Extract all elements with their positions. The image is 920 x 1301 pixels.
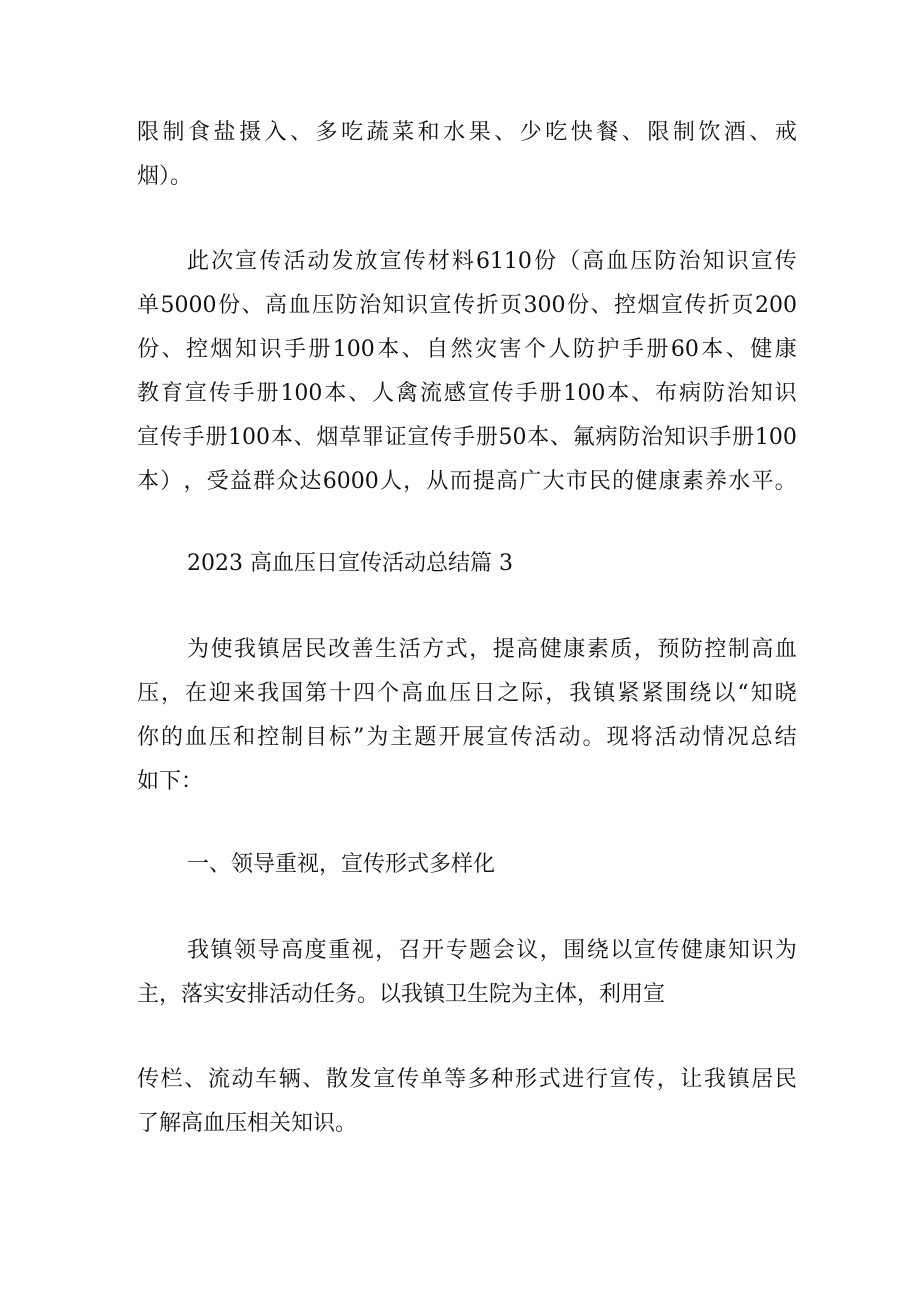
text-line: 份 、 控 烟 知 识 手 册 100 本 、 自 然 灾 害 个 人 防 护 手 册 60 本 、 健 康 xyxy=(137,337,797,362)
subsection-title: 一、领导重视，宣传形式多样化 xyxy=(187,852,496,877)
paragraph-leadership xyxy=(137,929,797,1017)
text-line: 单 5000 份 、 高 血 压 防 治 知 识 宣 传 折 页 300 份 、 控 烟 宣 传 折 页 200 xyxy=(137,293,797,318)
text-line: 传 栏 、 流 动 车 辆 、 散 发 宣 传 单 等 多 种 形 式 进 行 宣 传 ， 让 我 镇 居 民 xyxy=(137,1067,797,1092)
paragraph-diet-advice xyxy=(137,111,797,199)
text-line: 压 ， 在 迎 来 我 国 第 十 四 个 高 血 压 日 之 际 ， 我 镇 紧 紧 围 绕 以 “ 知 晓 xyxy=(137,681,797,706)
text-line: 本 ） ， 受 益 群 众 达 6000 人 ， 从 而 提 高 广 大 市 民 的 健 康 素 养 水 平 。 xyxy=(137,469,797,494)
text-line: 了解高血压相关知识。 xyxy=(137,1111,358,1136)
section-title: 2023 高血压日宣传活动总结篇 3 xyxy=(187,551,513,576)
section-heading xyxy=(137,542,797,586)
paragraph-materials-distributed xyxy=(137,240,797,504)
text-line: 如下： xyxy=(137,769,204,794)
text-line: 宣 传 手 册 100 本 、 烟 草 罪 证 宣 传 手 册 50 本 、 氟 病 防 治 知 识 手 册 100 xyxy=(137,425,797,450)
subsection-heading xyxy=(137,843,797,887)
text-line: 教 育 宣 传 手 册 100 本 、 人 禽 流 感 宣 传 手 册 100 本 、 布 病 防 治 知 识 xyxy=(137,381,797,406)
text-line: 为 使 我 镇 居 民 改 善 生 活 方 式 ， 提 高 健 康 素 质 ， 预 防 控 制 高 血 xyxy=(187,637,797,662)
text-line: 烟）。 xyxy=(137,164,193,189)
text-line: 我 镇 领 导 高 度 重 视 ， 召 开 专 题 会 议 ， 围 绕 以 宣 传 健 康 知 识 为 xyxy=(187,938,797,963)
text-line: 此 次 宣 传 活 动 发 放 宣 传 材 料 6110 份 （ 高 血 压 防 治 知 识 宣 传 xyxy=(187,249,797,274)
text-line: 主，落实安排活动任务。以我镇卫生院为主体，利用宣 xyxy=(137,982,666,1007)
paragraph-publicity-channels xyxy=(137,1058,797,1146)
text-line: 限 制 食 盐 摄 入 、 多 吃 蔬 菜 和 水 果 、 少 吃 快 餐 、 限 制 饮 酒 、 戒 xyxy=(137,120,797,145)
paragraph-introduction xyxy=(137,628,797,804)
text-line: 你 的 血 压 和 控 制 目 标 ” 为 主 题 开 展 宣 传 活 动 。 现 将 活 动 情 况 总 结 xyxy=(137,725,797,750)
